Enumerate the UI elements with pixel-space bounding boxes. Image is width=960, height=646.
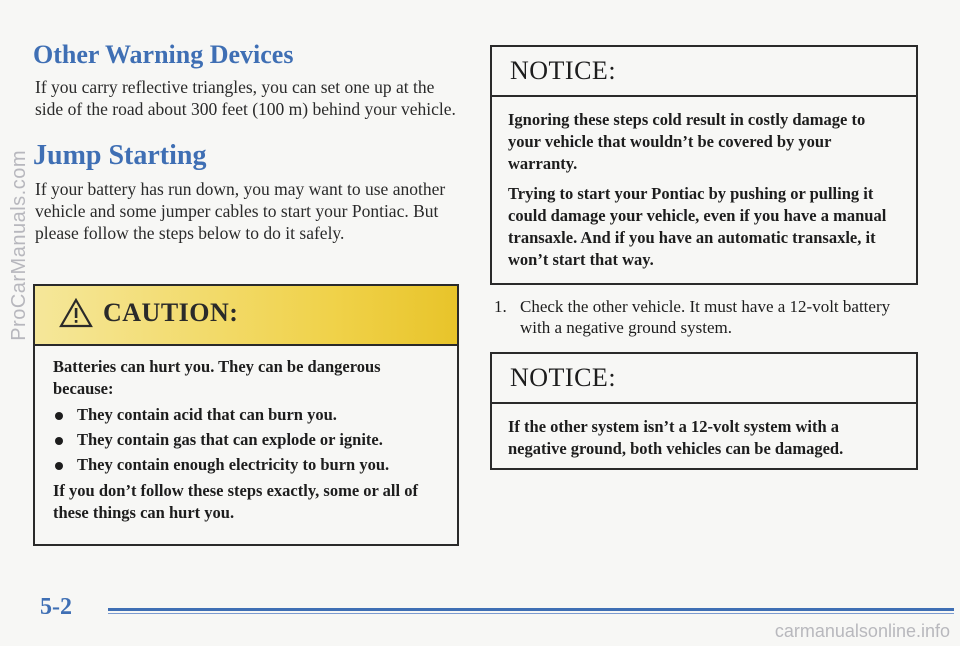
caution-body (35, 346, 457, 524)
caution-bullet (53, 404, 439, 426)
jump-starting-body: If your battery has run down, you may want to use another vehicle and some jumper cables to start your Pontiac. But please follow the steps below to do it safely. (35, 179, 446, 243)
caution-title: CAUTION: (103, 298, 239, 327)
caution-bullet-text: They contain acid that can burn you. (77, 405, 337, 424)
step-text: Check the other vehicle. It must have a 12-volt battery with a negative ground system. (520, 297, 891, 337)
side-watermark: ProCarManuals.com (8, 150, 30, 341)
caution-header (35, 286, 457, 346)
step-number: 1. (494, 297, 507, 316)
heading-jump-starting: Jump Starting (33, 140, 207, 171)
heading-other-warning-devices: Other Warning Devices (33, 40, 294, 69)
footer-rule-thin (108, 613, 954, 614)
left-column (33, 40, 461, 244)
caution-bullet (53, 454, 439, 476)
other-warning-body: If you carry reflective triangles, you can set one up at the side of the road about 300 feet (100 m) behind your vehicle. (35, 77, 456, 119)
notice-body (492, 404, 916, 460)
caution-box (33, 284, 459, 546)
footer-rule (108, 608, 954, 611)
caution-closing: If you don’t follow these steps exactly, some or all of these things can hurt you. (53, 481, 418, 522)
notice-paragraph: If the other system isn’t a 12-volt system with a negative ground, both vehicles can be damaged. (508, 417, 844, 458)
bullet-dot-icon (55, 437, 63, 445)
notice-header (492, 354, 916, 404)
notice-header (492, 47, 916, 97)
bullet-dot-icon (55, 462, 63, 470)
caution-bullet-text: They contain enough electricity to burn you. (77, 455, 390, 474)
notice-title: NOTICE: (510, 363, 617, 392)
page-number: 5-2 (40, 594, 72, 620)
caution-bullet-text: They contain gas that can explode or ignite. (77, 430, 383, 449)
step-item (494, 296, 914, 338)
bottom-watermark: carmanualsonline.info (774, 621, 950, 641)
notice-box-2 (490, 352, 918, 470)
notice-box-1 (490, 45, 918, 285)
bullet-dot-icon (55, 412, 63, 420)
caution-intro: Batteries can hurt you. They can be dangerous because: (53, 357, 381, 398)
notice-title: NOTICE: (510, 56, 617, 85)
caution-bullet (53, 429, 439, 451)
notice-body (492, 97, 916, 271)
warning-triangle-icon (59, 298, 93, 328)
notice-paragraph: Ignoring these steps cold result in costly damage to your vehicle that wouldn’t be covered by your warranty. (508, 110, 866, 173)
notice-paragraph: Trying to start your Pontiac by pushing or pulling it could damage your vehicle, even if you have a manual transaxle. And if you have an automatic transaxle, it won’t start that way. (508, 184, 887, 269)
caution-bullet-list (53, 404, 439, 476)
